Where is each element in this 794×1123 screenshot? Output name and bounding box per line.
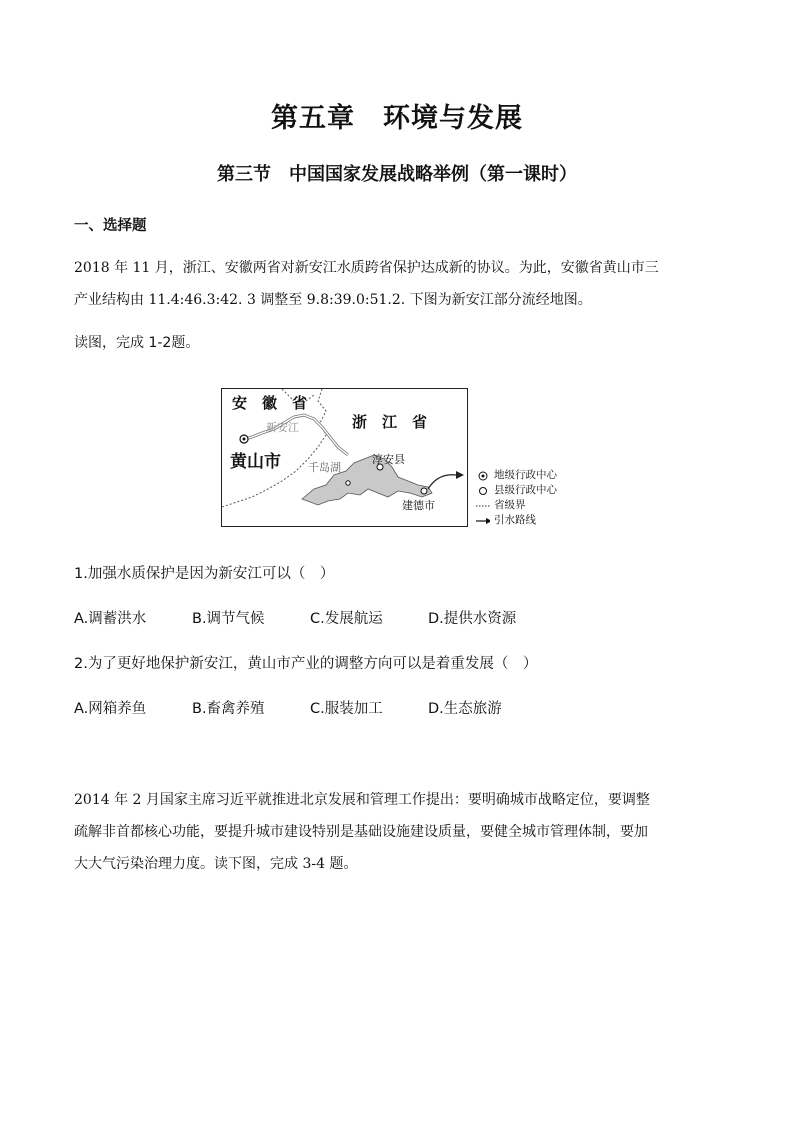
diversion-route [428,475,456,489]
q2-option-c[interactable]: C.服装加工 [310,701,383,717]
county-center-icon [476,486,490,496]
passage1-line2: 产业结构由 11.4:46.3:42. 3 调整至 9.8:39.0:51.2. 下图为新安江部分流经地图。 [74,292,592,308]
passage2-line3: 大大气污染治理力度。读下图，完成 3-4 题。 [74,856,358,872]
read-hint: 读图，完成 1-2题。 [74,335,200,351]
question-1-stem: 1.加强水质保护是因为新安江可以（ ） [74,566,335,582]
section-subtitle: 第三节 中国国家发展战略举例（第一课时） [217,164,577,185]
legend-label: 省级界 [494,499,526,511]
question-2-stem: 2.为了更好地保护新安江，黄山市产业的调整方向可以是着重发展（ ） [74,656,538,672]
xinanjiang-map [221,388,468,527]
map-legend [476,468,557,528]
province-border-icon [476,503,490,509]
q1-option-a[interactable]: A.调蓄洪水 [74,611,147,627]
passage2-line1: 2014 年 2 月国家主席习近平就推进北京发展和管理工作提出：要明确城市战略定位，要调整 [74,792,650,808]
section-heading: 一、选择题 [74,218,147,234]
label-xinanjiang: 新安江 [266,421,299,434]
legend-item [476,468,557,483]
diversion-arrowhead [456,471,464,479]
q2-option-b[interactable]: B.畜禽养殖 [192,701,265,717]
jiande-marker [421,488,427,494]
label-zhejiang: 浙 江 省 [352,413,428,431]
legend-label: 地级行政中心 [494,469,557,481]
label-qiandaohu: 千岛湖 [308,461,341,474]
q2-option-a[interactable]: A.网箱养鱼 [74,701,147,717]
label-anhui: 安 徽 省 [232,394,308,412]
q1-option-c[interactable]: C.发展航运 [310,611,383,627]
label-huangshan: 黄山市 [230,452,281,472]
q1-option-b[interactable]: B.调节气候 [192,611,265,627]
legend-item [476,513,557,528]
chapter-title: 第五章 环境与发展 [271,103,523,134]
legend-item [476,483,557,498]
label-chunan: 淳安县 [372,453,405,466]
prefecture-center-icon [476,471,490,481]
label-jiande: 建德市 [402,499,435,512]
lake-town-marker [346,481,350,485]
water-diversion-arrow-icon [476,517,490,525]
legend-item [476,498,557,513]
question-1-options [74,607,516,628]
passage2-line2: 疏解非首都核心功能，要提升城市建设特别是基础设施建设质量，要健全城市管理体制，要加 [74,824,648,840]
question-2-options [74,697,502,718]
q2-option-d[interactable]: D.生态旅游 [428,701,502,717]
legend-label: 县级行政中心 [494,484,557,496]
passage1-line1: 2018 年 11 月，浙江、安徽两省对新安江水质跨省保护达成新的协议。为此，安徽省黄山市三 [74,260,659,276]
q1-option-d[interactable]: D.提供水资源 [428,611,517,627]
legend-label: 引水路线 [494,514,536,526]
